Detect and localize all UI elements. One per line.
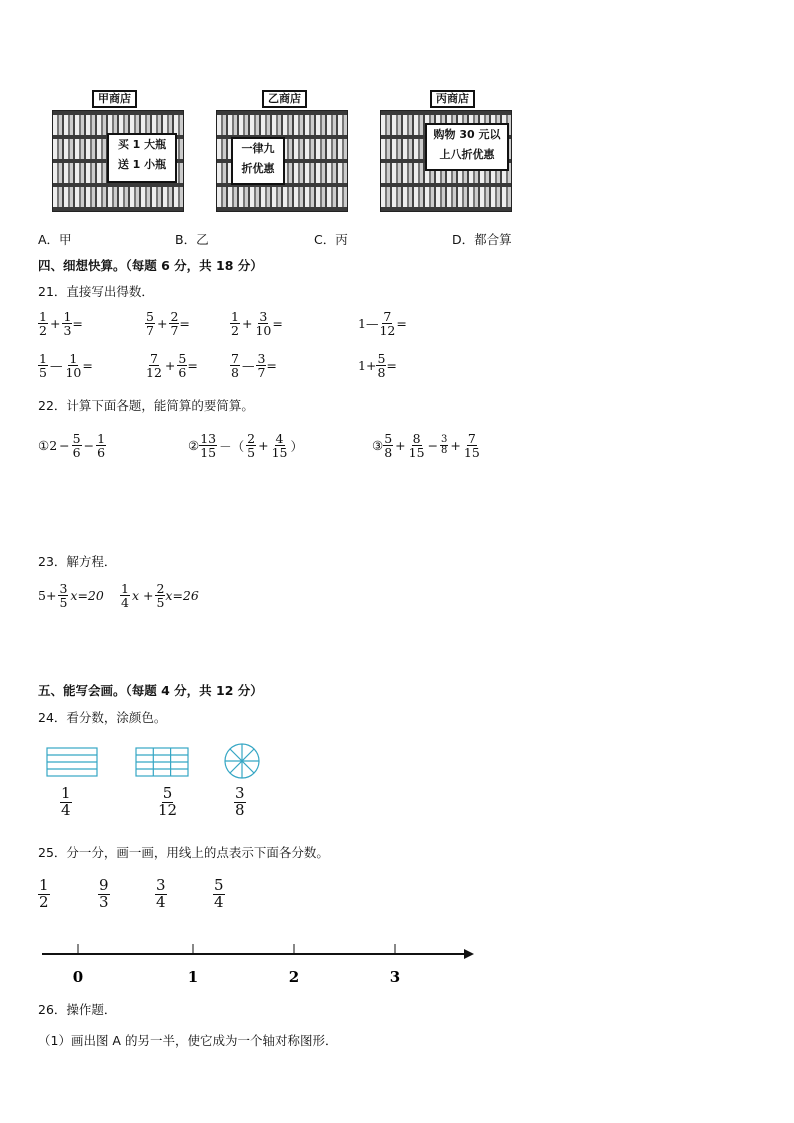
operator: +: [164, 358, 176, 374]
option-a[interactable]: A．甲: [38, 232, 72, 247]
q22-expr-1: ① 2 − $\frac{5}{6}$ − $\frac{1}{6}$: [38, 431, 106, 461]
option-d[interactable]: D．都合算: [452, 232, 512, 247]
fraction: $\frac{1}{10}$: [65, 351, 82, 381]
fraction: $\frac{4}{15}$: [271, 431, 288, 461]
equation-tail: x=20: [70, 588, 104, 604]
q24-frac-3: $\frac{3}{8}$: [235, 784, 245, 819]
operator: ）: [290, 438, 303, 454]
tick-label: 0: [72, 968, 84, 986]
q23-equation-2: [120, 582, 199, 609]
equation-tail: x=26: [165, 588, 199, 604]
circle-number: ③: [372, 438, 384, 454]
tick-label: 1: [187, 968, 199, 986]
operator: +: [49, 316, 61, 332]
store-sign: 购物 30 元以 上八折优惠: [425, 123, 509, 171]
fraction: $\frac{5}{6}$: [72, 431, 81, 461]
q22-expr-2: ② $\frac{13}{15}$ －（ $\frac{2}{5}$ + $\frac{4}{15}$ ）: [188, 431, 303, 461]
fraction: $\frac{3}{7}$: [257, 351, 266, 381]
equals: =: [82, 358, 93, 374]
fraction: $\frac{1}{4}$: [121, 581, 129, 611]
fraction: $\frac{3}{5}$: [59, 581, 68, 611]
q23-equation-1: [38, 582, 104, 609]
fraction: $\frac{13}{15}$: [200, 431, 217, 461]
store-title: 丙商店: [430, 90, 475, 108]
section-5-heading: 五、能写会画。（每题 4 分，共 12 分）: [38, 683, 263, 698]
fraction: $\frac{7}{8}$: [231, 351, 239, 381]
q24-frac-2: $\frac{5}{12}$: [158, 784, 178, 819]
equals: =: [386, 358, 397, 374]
store-title: 乙商店: [262, 90, 307, 108]
q25-frac-3: $\frac{3}{4}$: [156, 876, 166, 911]
operator: +: [156, 316, 168, 332]
fraction: $\frac{5}{8}$: [377, 351, 386, 381]
fraction: $\frac{8}{15}$: [408, 431, 425, 461]
q26-prompt: 26．操作题．: [38, 1002, 117, 1017]
fraction: $\frac{7}{15}$: [463, 431, 480, 461]
tick-label: 3: [389, 968, 401, 986]
tick-label: 2: [288, 968, 300, 986]
fraction: $\frac{1}{3}$: [63, 309, 72, 339]
q21-item: [358, 310, 407, 337]
number: 1+: [358, 358, 377, 374]
number: 5+: [38, 588, 57, 604]
equals: =: [272, 316, 283, 332]
q22-expr-3: ③ $\frac{5}{8}$ + $\frac{8}{15}$ − $\frac{3}{8}$ + $\frac{7}{15}$: [372, 431, 480, 461]
fraction: $\frac{5}{8}$: [384, 431, 393, 461]
store-photo-yi: [216, 110, 348, 212]
fraction: $\frac{2}{7}$: [170, 309, 179, 339]
equals: =: [396, 316, 407, 332]
q21-item: [230, 310, 283, 337]
q24-prompt: 24．看分数，涂颜色。: [38, 710, 167, 725]
fraction: $\frac{2}{5}$: [156, 581, 165, 611]
section-4-heading: 四、细想快算。（每题 6 分，共 18 分）: [38, 258, 263, 273]
number-line[interactable]: [38, 938, 478, 988]
q21-item: [38, 352, 93, 379]
operator: －（: [219, 438, 245, 454]
q21-item: [358, 352, 397, 379]
fraction: $\frac{1}{5}$: [39, 351, 47, 381]
number: 1—: [358, 316, 379, 332]
fraction: $\frac{3}{8}$: [441, 433, 448, 457]
fraction: $\frac{7}{12}$: [379, 309, 396, 339]
number: 2: [49, 438, 58, 454]
option-c[interactable]: C．丙: [314, 232, 348, 247]
equals: =: [179, 316, 190, 332]
q25-frac-2: $\frac{9}{3}$: [99, 876, 109, 911]
operator: —: [241, 358, 255, 374]
equals: =: [266, 358, 277, 374]
fraction: $\frac{2}{5}$: [247, 431, 256, 461]
fraction: $\frac{1}{6}$: [97, 431, 106, 461]
q21-item: [145, 310, 190, 337]
operator: x +: [131, 588, 154, 604]
q24-frac-1: $\frac{1}{4}$: [61, 784, 71, 819]
store-photo-jia: [52, 110, 184, 212]
q25-frac-4: $\frac{5}{4}$: [214, 876, 224, 911]
operator: —: [49, 358, 63, 374]
rectangle-4-parts: [47, 748, 97, 776]
circle-number: ②: [188, 438, 200, 454]
fraction: $\frac{1}{2}$: [231, 309, 239, 339]
store-sign: 一律九 折优惠: [231, 137, 285, 185]
q24-shapes[interactable]: [40, 742, 270, 784]
store-sign: 买 1 大瓶 送 1 小瓶: [107, 133, 177, 183]
circle-number: ①: [38, 438, 50, 454]
rectangle-12-parts: [136, 748, 188, 776]
fraction: $\frac{3}{10}$: [255, 309, 272, 339]
option-b[interactable]: B．乙: [175, 232, 209, 247]
store-title: 甲商店: [92, 90, 137, 108]
q21-item: [145, 352, 198, 379]
q26-sub1: （1）画出图 A 的另一半，使它成为一个轴对称图形．: [38, 1033, 338, 1048]
store-photo-bing: [380, 110, 512, 212]
equals: =: [187, 358, 198, 374]
q25-prompt: 25．分一分，画一画，用线上的点表示下面各分数。: [38, 845, 329, 860]
operator: +: [241, 316, 253, 332]
equals: =: [72, 316, 83, 332]
fraction: $\frac{5}{7}$: [146, 309, 154, 339]
fraction: $\frac{7}{12}$: [146, 351, 162, 381]
arrow-head-icon: [464, 949, 474, 959]
fraction: $\frac{1}{2}$: [39, 309, 47, 339]
q21-item: [230, 352, 277, 379]
circle-8-parts: [225, 744, 259, 778]
q25-frac-1: $\frac{1}{2}$: [39, 876, 49, 911]
q23-prompt: 23．解方程．: [38, 554, 117, 569]
q21-prompt: 21．直接写出得数．: [38, 284, 154, 299]
fraction: $\frac{5}{6}$: [178, 351, 187, 381]
q22-prompt: 22．计算下面各题，能简算的要简算。: [38, 398, 254, 413]
q21-item: [38, 310, 83, 337]
